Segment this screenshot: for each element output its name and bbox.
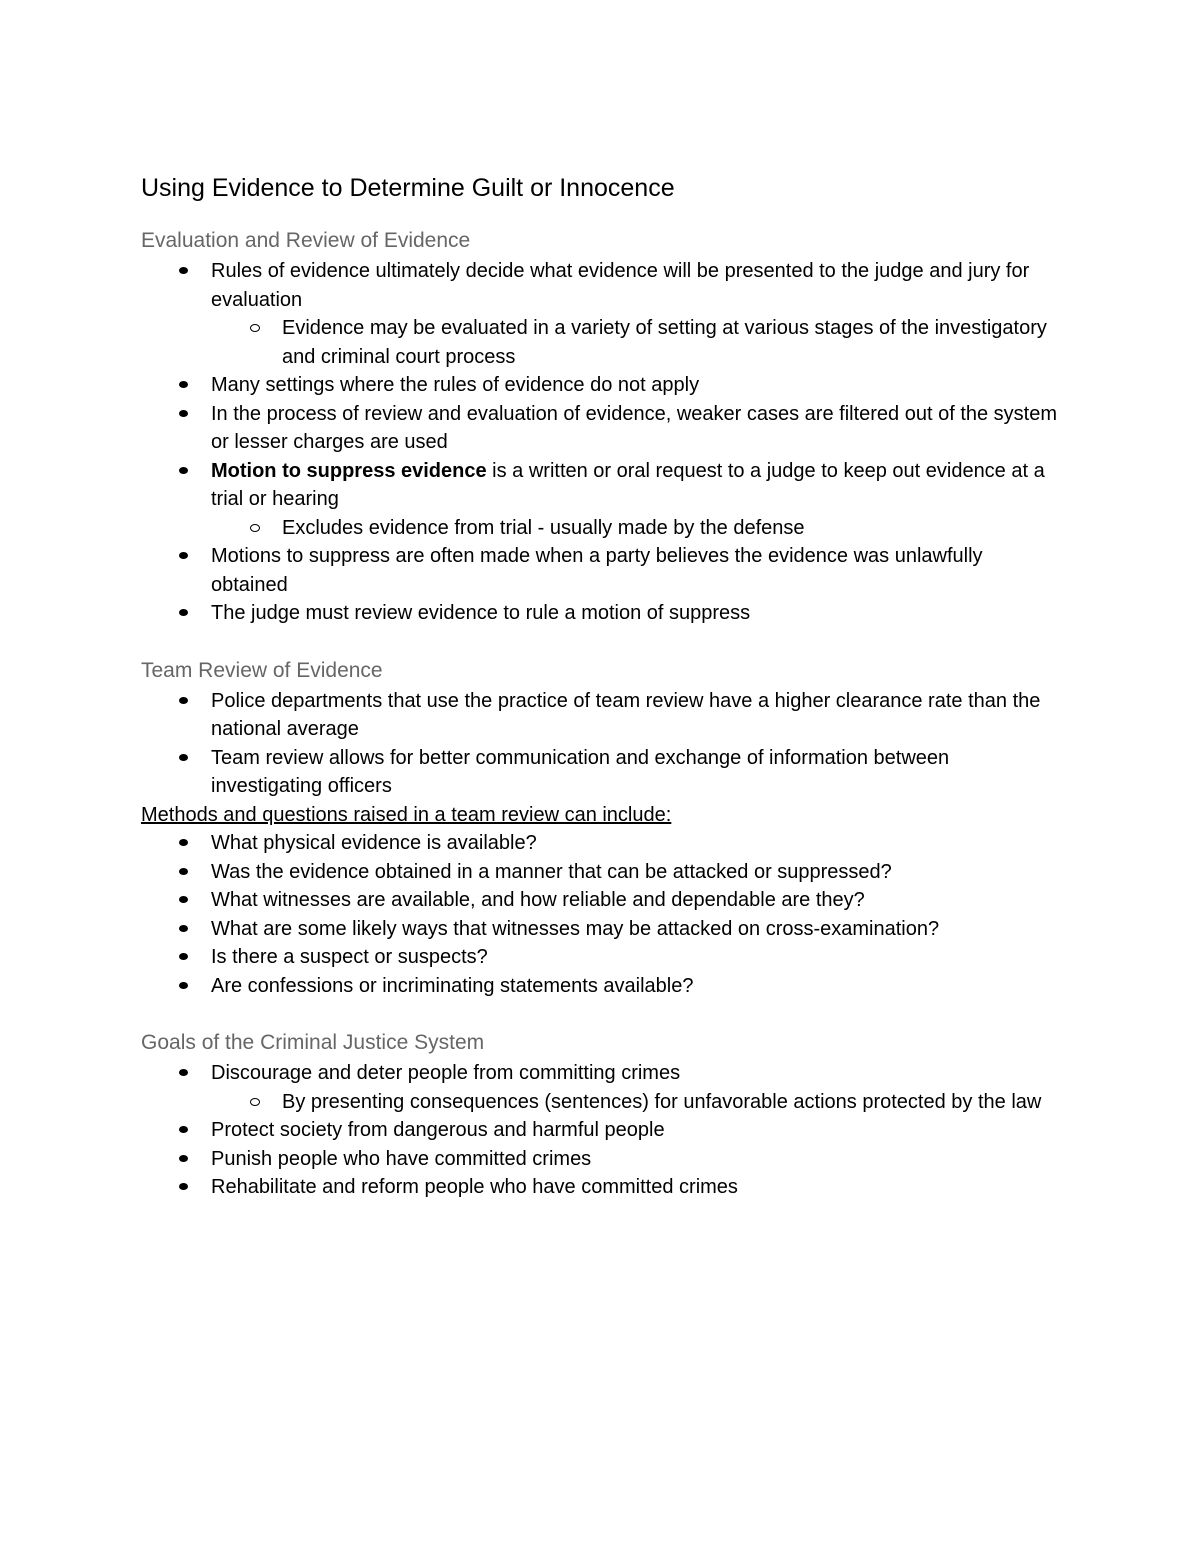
list-item: [141, 371, 1061, 400]
sub-list-item: [141, 1088, 1061, 1117]
list-item: [141, 257, 1061, 371]
bullet-icon: [179, 1126, 188, 1133]
sub-list-item-text: Evidence may be evaluated in a variety of setting at various stages of the investigatory and criminal court process: [282, 317, 1047, 368]
bullet-icon: [179, 1155, 188, 1162]
sub-list: [211, 514, 1061, 543]
bullet-icon: [179, 953, 188, 960]
bullet-icon: [179, 410, 188, 417]
bullet-icon: [179, 1183, 188, 1190]
list-item-text: The judge must review evidence to rule a motion of suppress: [211, 602, 751, 624]
bullet-icon: [179, 697, 188, 704]
evaluation-list: [141, 257, 1061, 628]
list-item-text: Are confessions or incriminating statements available?: [211, 974, 694, 997]
list-item: [141, 599, 1061, 628]
list-item-text: Punish people who have committed crimes: [211, 1147, 592, 1170]
list-item-text: Police departments that use the practice of team review have a higher clearance rate than the national average: [211, 689, 1041, 740]
list-item: [141, 687, 1061, 744]
list-item: [141, 943, 1061, 972]
list-item: [141, 915, 1061, 944]
methods-label: Methods and questions raised in a team review can include:: [141, 803, 672, 826]
list-item: [141, 886, 1061, 915]
list-item: [141, 1116, 1061, 1145]
list-item: [141, 1145, 1061, 1174]
bullet-icon: [179, 381, 188, 388]
bold-term: Motion to suppress evidence: [211, 459, 487, 482]
hollow-bullet-icon: [250, 324, 260, 332]
bullet-icon: [179, 467, 188, 474]
section-heading-goals: Goals of the Criminal Justice System: [141, 1031, 485, 1054]
team-review-list: [141, 687, 1061, 801]
sub-list-item-text: Excludes evidence from trial - usually made by the defense: [282, 516, 805, 539]
list-item: [141, 972, 1061, 1001]
bullet-icon: [179, 839, 188, 846]
list-item-text: Discourage and deter people from committing crimes: [211, 1062, 681, 1084]
bullet-icon: [179, 982, 188, 989]
sub-list-item: [141, 514, 1061, 543]
list-item: [141, 858, 1061, 887]
list-item-text: Is there a suspect or suspects?: [211, 946, 488, 968]
sub-list: [211, 314, 1061, 371]
bullet-icon: [179, 267, 188, 274]
hollow-bullet-icon: [250, 524, 260, 532]
list-item-text: In the process of review and evaluation of evidence, weaker cases are filtered out of the system or lesser charges are used: [211, 402, 1058, 453]
sub-list-item-text: By presenting consequences (sentences) for unfavorable actions protected by the law: [282, 1090, 1042, 1113]
bullet-icon: [179, 754, 188, 761]
goals-list: [141, 1059, 1061, 1202]
list-item-text: What witnesses are available, and how reliable and dependable are they?: [211, 889, 865, 911]
section-heading-team-review: Team Review of Evidence: [141, 658, 383, 682]
bullet-icon: [179, 609, 188, 616]
section-heading-evaluation: Evaluation and Review of Evidence: [141, 229, 471, 252]
list-item: [141, 542, 1061, 599]
list-item-text: Motions to suppress are often made when a party believes the evidence was unlawfully obtained: [211, 545, 983, 596]
bullet-icon: [179, 925, 188, 932]
document-page: [141, 172, 1061, 1202]
list-item-text: Rules of evidence ultimately decide what evidence will be presented to the judge and jury for evaluation: [211, 260, 1030, 311]
bullet-icon: [179, 552, 188, 559]
sub-list: [211, 1088, 1061, 1117]
list-item: [141, 400, 1061, 457]
list-item-text: Team review allows for better communication and exchange of information between investigating officers: [211, 746, 950, 797]
bullet-icon: [179, 868, 188, 875]
list-item-text: Was the evidence obtained in a manner that can be attacked or suppressed?: [211, 860, 892, 883]
list-item-text: What are some likely ways that witnesses may be attacked on cross-examination?: [211, 917, 940, 940]
page-title: Using Evidence to Determine Guilt or Innocence: [141, 174, 675, 202]
list-item: [141, 829, 1061, 858]
hollow-bullet-icon: [250, 1098, 260, 1106]
list-item: [141, 1059, 1061, 1116]
list-item: [141, 457, 1061, 543]
list-item-text: is a written or oral request to a judge to keep out evidence at a trial or hearing: [211, 459, 1045, 510]
list-item-text: What physical evidence is available?: [211, 832, 537, 854]
bullet-icon: [179, 1069, 188, 1076]
list-item-text: Rehabilitate and reform people who have committed crimes: [211, 1176, 738, 1198]
questions-list: [141, 829, 1061, 1000]
list-item: [141, 1173, 1061, 1202]
list-item-text: Protect society from dangerous and harmful people: [211, 1119, 665, 1141]
list-item-text: Many settings where the rules of evidence do not apply: [211, 374, 700, 396]
list-item: [141, 744, 1061, 801]
sub-list-item: [141, 314, 1061, 371]
bullet-icon: [179, 896, 188, 903]
